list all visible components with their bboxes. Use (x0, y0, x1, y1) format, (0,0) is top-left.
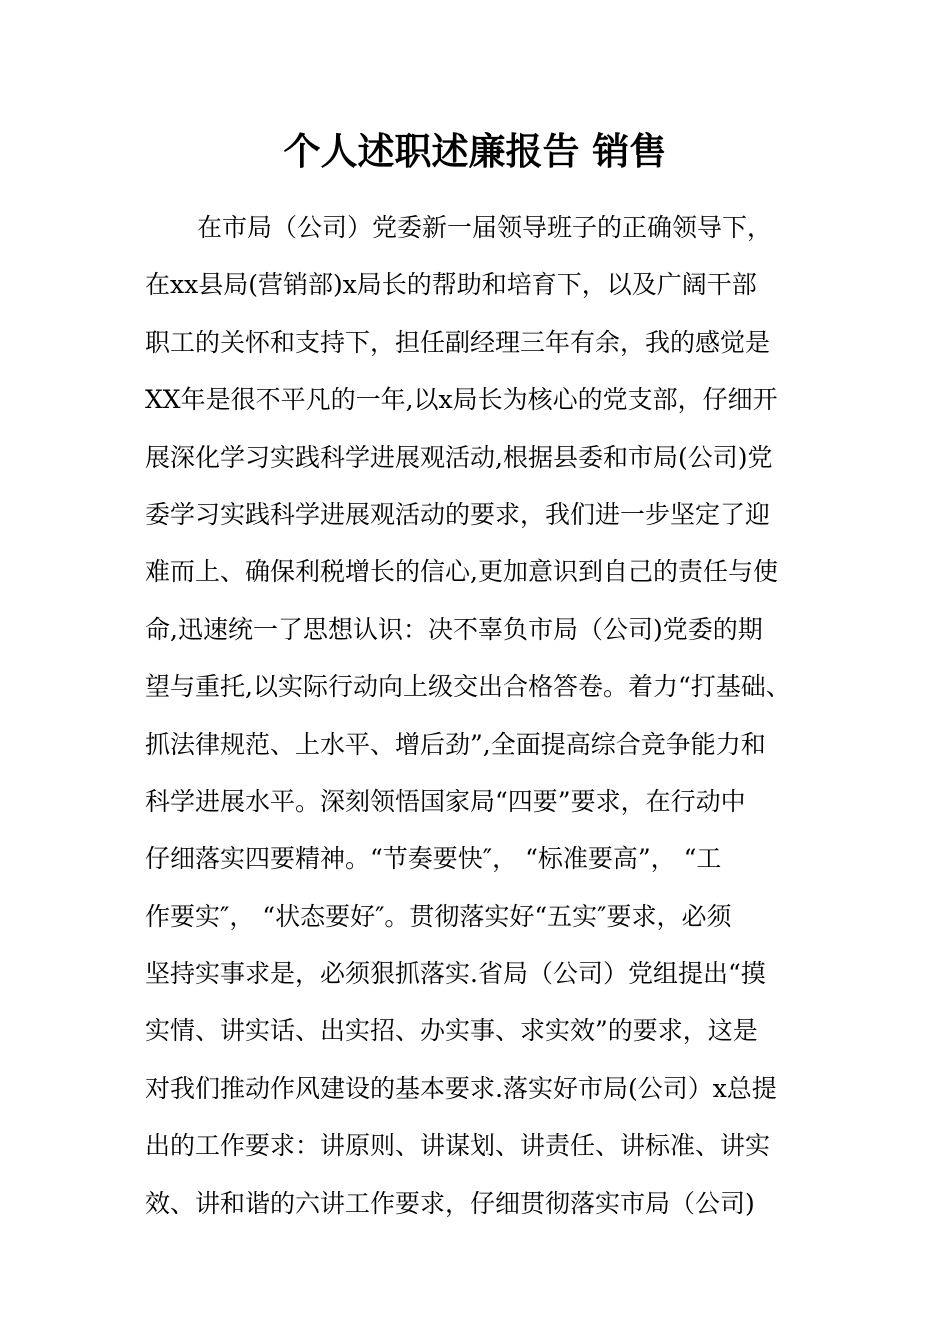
body-line: 效、讲和谐的六讲工作要求，仔细贯彻落实市局（公司) (145, 1188, 755, 1218)
body-line: 望与重托,以实际行动向上级交出合格答卷。着力“打基础、 (145, 672, 791, 702)
body-line: 抓法律规范、上水平、增后劲”,全面提高综合竞争能力和 (145, 729, 766, 759)
body-line: 出的工作要求：讲原则、讲谋划、讲责任、讲标准、讲实 (145, 1131, 771, 1161)
body-line: 难而上、确保利税增长的信心,更加意识到自己的责任与使 (145, 557, 778, 587)
body-line: 命,迅速统一了思想认识：决不辜负市局（公司)党委的期 (145, 614, 763, 644)
body-line: 科学进展水平。深刻领悟国家局“四要”要求，在行动中 (145, 786, 746, 816)
body-line: XX年是很不平凡的一年,以x局长为核心的党支部，仔细开 (145, 385, 778, 415)
document-title: 个人述职述廉报告 销售 (283, 130, 667, 173)
body-line: 实情、讲实话、出实招、办实事、求实效”的要求，这是 (145, 1016, 758, 1046)
body-line: 作要实″， “状态要好″。贯彻落实好“五实″要求，必须 (145, 901, 732, 931)
body-line: 在市局（公司）党委新一届领导班子的正确领导下， (197, 213, 773, 242)
document-body (145, 199, 815, 1232)
body-line: 职工的关怀和支持下，担任副经理三年有余，我的感觉是 (145, 327, 771, 357)
body-line: 在xx县局(营销部)x局长的帮助和培育下，以及广阔干部 (145, 270, 757, 300)
body-line: 展深化学习实践科学进展观活动,根据县委和市局(公司)党 (145, 442, 773, 472)
body-line: 对我们推动作风建设的基本要求.落实好市局(公司）x总提 (145, 1073, 777, 1103)
body-line: 坚持实事求是，必须狠抓落实.省局（公司）党组提出“摸 (145, 959, 766, 989)
body-line: 仔细落实四要精神。“节奏要快″， “标准要高”， “工 (145, 844, 722, 874)
body-line: 委学习实践科学进展观活动的要求，我们进一步坚定了迎 (145, 499, 771, 529)
